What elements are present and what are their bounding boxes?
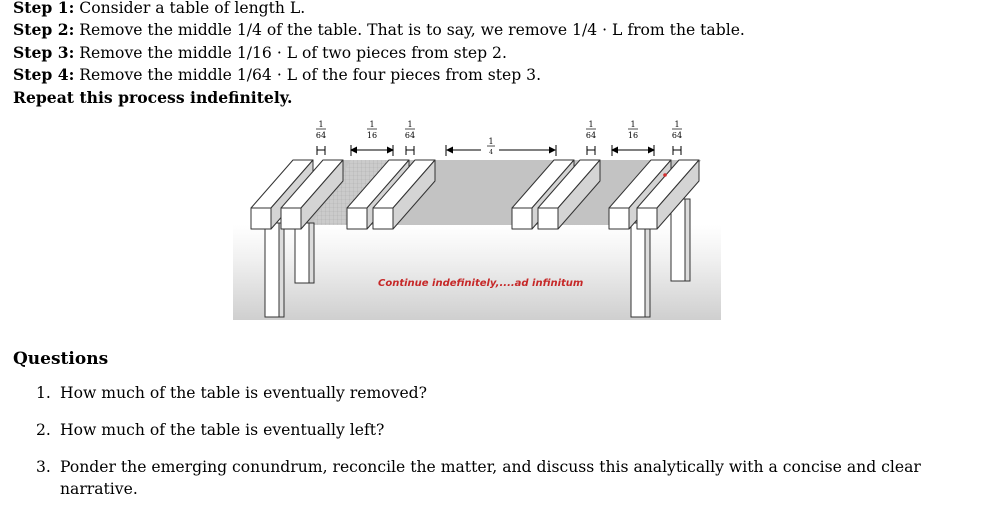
question-item [36,382,956,404]
table-illustration [233,115,721,320]
svg-text:64: 64 [315,131,327,140]
red-mark [663,173,667,177]
step-text: Consider a table of length L. [79,0,306,17]
svg-text:1: 1 [630,120,636,129]
questions-heading: Questions [13,349,109,369]
question-item [36,456,956,500]
step-label: Step 1: [13,0,75,17]
fraction-label [628,120,638,140]
question-text: Ponder the emerging conundrum, reconcile the matter, and discuss this analytically with a concise and clear narrative. [60,458,921,498]
h-marker [587,146,595,155]
svg-text:64: 64 [671,131,683,140]
question-text: How much of the table is eventually left? [60,421,385,439]
question-text: How much of the table is eventually removed? [60,384,428,402]
table-figure [233,115,721,320]
svg-text:1: 1 [674,120,680,129]
h-marker [317,146,325,155]
svg-text:1: 1 [369,120,375,129]
repeat-instruction [13,87,745,109]
h-marker [406,146,414,155]
question-number: 1. [36,384,51,402]
fraction-labels [316,120,682,156]
dimension-markers [317,145,681,156]
h-marker [673,146,681,155]
steps-list [13,0,745,109]
step-4 [13,64,745,86]
fraction-label [367,120,377,140]
fraction-label [316,120,326,140]
fraction-label [586,120,596,140]
svg-text:64: 64 [404,131,416,140]
fraction-label [672,120,682,140]
step-label: Step 4: [13,65,75,85]
figure-caption: Continue indefinitely,....ad infinitum [378,278,584,289]
svg-text:16: 16 [627,131,639,140]
step-text: Remove the middle 1/16 · L of two pieces from step 2. [79,43,507,62]
svg-text:1: 1 [588,120,594,129]
svg-text:4: 4 [489,149,493,156]
svg-text:16: 16 [366,131,378,140]
step-label: Step 3: [13,42,75,62]
step-text: Remove the middle 1/64 · L of the four pieces from step 3. [79,66,542,85]
svg-text:64: 64 [585,131,597,140]
question-item [36,419,956,441]
fraction-label [405,120,415,140]
step-text: Remove the middle 1/4 of the table. That is to say, we remove 1/4 · L from the table. [79,21,745,40]
fraction-label [487,137,495,156]
step-2 [13,19,745,41]
svg-text:1: 1 [488,137,494,146]
step-1 [13,0,745,19]
question-number: 2. [36,421,51,439]
step-3 [13,42,745,64]
question-number: 3. [36,458,51,476]
svg-text:1: 1 [407,120,413,129]
repeat-text: Repeat this process indefinitely. [13,87,293,107]
step-label: Step 2: [13,20,75,40]
svg-text:1: 1 [318,120,324,129]
